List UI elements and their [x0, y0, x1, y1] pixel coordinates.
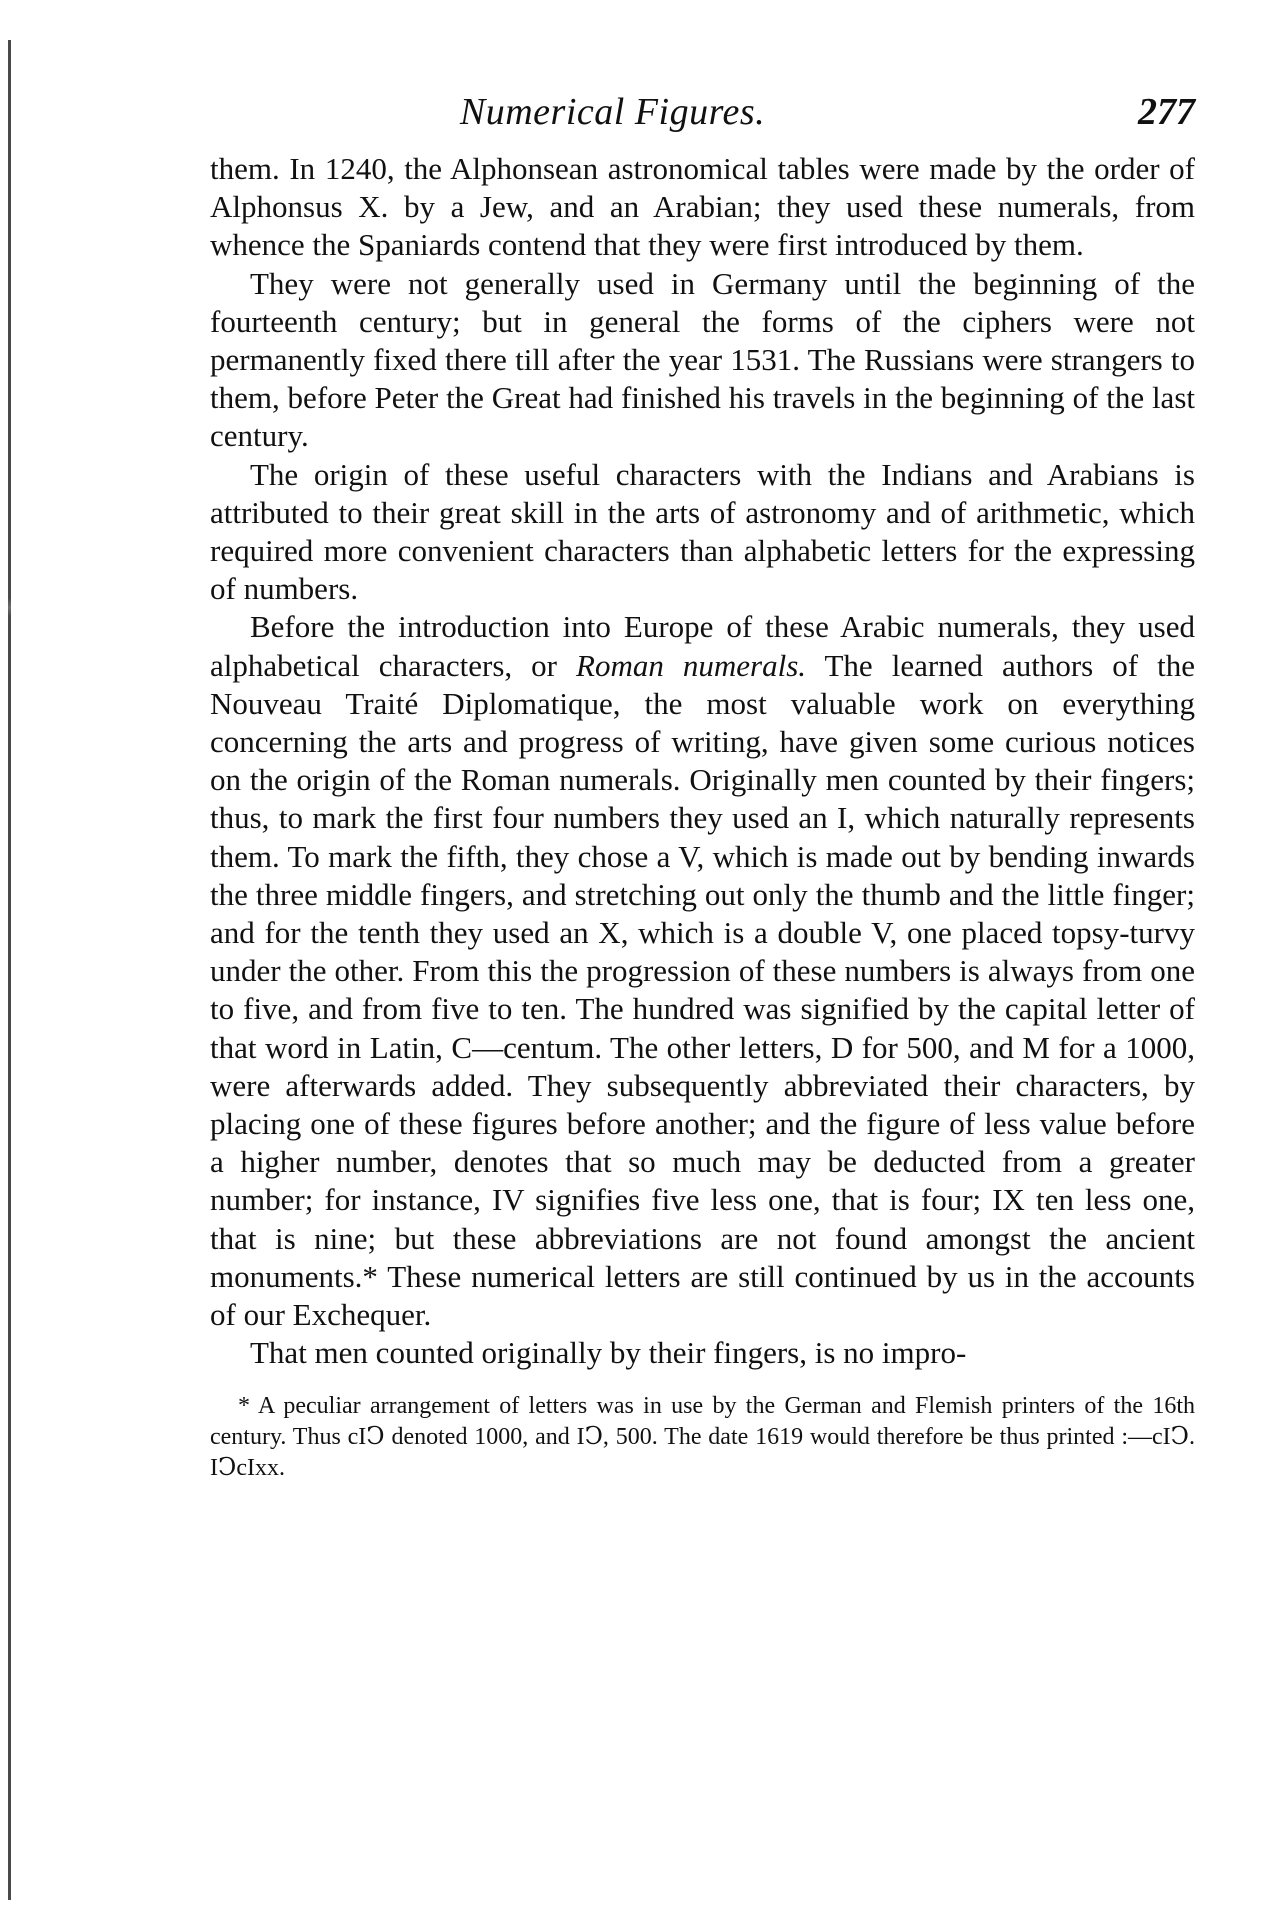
paragraph-4-italic: Roman numerals.	[576, 647, 807, 683]
paragraph-4	[210, 608, 1195, 1334]
book-page	[210, 80, 1195, 1484]
paragraph-3: The origin of these useful characters with the Indians and Arabians is attributed to their great skill in the arts of astronomy and of arithmetic, which required more convenient characters than alphabetic letters for the expressing of numbers.	[210, 456, 1195, 607]
page-number: 277	[1138, 91, 1195, 133]
running-header	[210, 80, 1195, 150]
running-title: Numerical Figures.	[459, 91, 766, 133]
body-text	[210, 150, 1195, 1373]
paragraph-4-part-2: The learned authors of the Nouveau Traité Diplomatique, the most valuable work on everything concerning the arts and progress of writing, have given some curious notices on the origin of the Roman numerals. Originally men counted by their fingers; thus, to mark the first four numbers they used an I, which naturally represents them. To mark the fifth, they chose a V, which is made out by bending inwards the three middle fingers, and stretching out only the thumb and the little finger; and for the tenth they used an X, which is a double V, one placed topsy-turvy under the other. From this the progression of these numbers is always from one to five, and from five to ten. The hundred was signified by the capital letter of that word in Latin, C—centum. The other letters, D for 500, and M for a 1000, were afterwards added. They subsequently abbreviated their characters, by placing one of these figures before another; and the figure of less value before a higher number, denotes that so much may be deducted from a greater number; for instance, IV signifies five less one, that is four; IX ten less one, that is nine; but these abbreviations are not found amongst the ancient monuments.* These numerical letters are still continued by us in the accounts of our Exchequer.	[210, 647, 1195, 1333]
paragraph-5: That men counted originally by their fingers, is no impro-	[250, 1335, 967, 1371]
paragraph-2: They were not generally used in Germany until the beginning of the fourteenth century; but in general the forms of the ciphers were not permanently fixed there till after the year 1531. The Russians were strangers to them, before Peter the Great had finished his travels in the beginning of the last century.	[210, 265, 1195, 454]
footnote: * A peculiar arrangement of letters was in use by the German and Flemish printers of the 16th century. Thus cIↃ denoted 1000, and IↃ, 500. The date 1619 would therefore be thus printed :—cIↃ. IↃcIxx.	[210, 1392, 1195, 1481]
page-edge-binding	[8, 40, 11, 1900]
paragraph-1: them. In 1240, the Alphonsean astronomical tables were made by the order of Alphonsus X. by a Jew, and an Arabian; they used these numerals, from whence the Spaniards contend that they were first introduced by them.	[210, 151, 1195, 263]
paragraph-4-part-1: Before the introduction into Europe of these Arabic numerals, they used alphabetical characters, or	[210, 609, 1195, 683]
